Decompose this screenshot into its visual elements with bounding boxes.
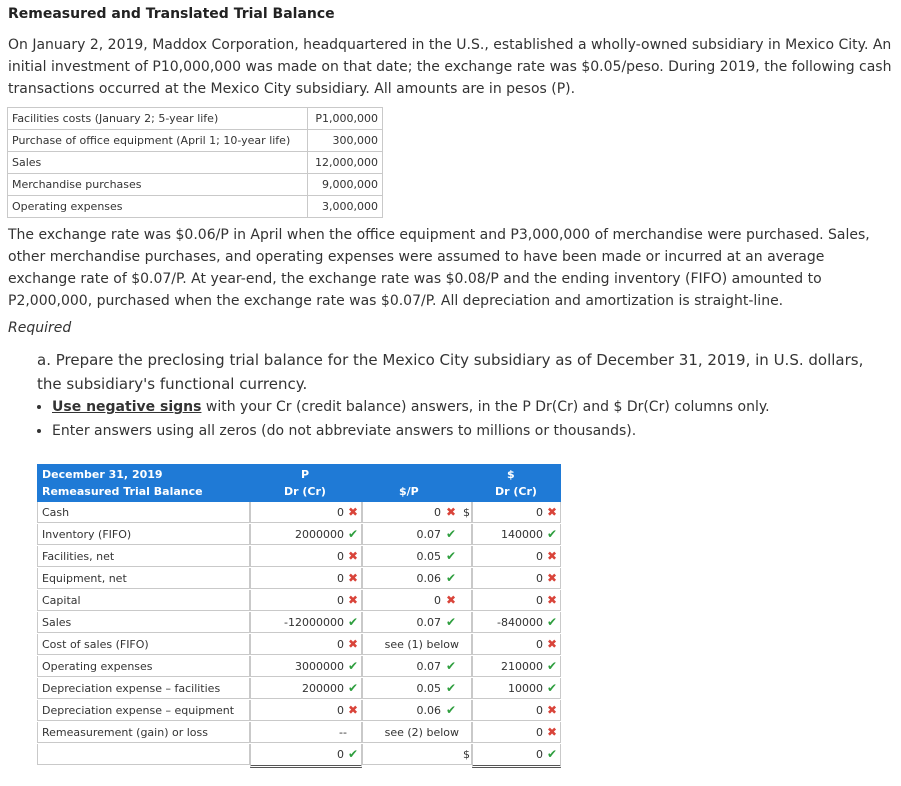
check-icon: ✔ bbox=[546, 681, 558, 695]
p-drcr-cell[interactable] bbox=[250, 700, 362, 721]
header-dollar-drcr: Dr (Cr) bbox=[495, 485, 537, 498]
p-input[interactable]: 0 bbox=[337, 506, 344, 519]
dollar-input[interactable]: 10000 bbox=[508, 682, 543, 695]
cross-icon: ✖ bbox=[347, 505, 359, 519]
given-row bbox=[8, 130, 383, 152]
cross-icon: ✖ bbox=[546, 571, 558, 585]
check-icon: ✔ bbox=[347, 681, 359, 695]
check-icon: ✔ bbox=[445, 681, 457, 695]
given-label: Sales bbox=[8, 152, 308, 174]
rate-total-cell bbox=[362, 744, 472, 765]
p-drcr-cell[interactable] bbox=[250, 634, 362, 655]
rate-input[interactable]: 0 bbox=[434, 506, 441, 519]
rate-input[interactable]: 0.06 bbox=[416, 572, 441, 585]
cross-icon: ✖ bbox=[445, 593, 457, 607]
bullet-all-zeros: • Enter answers using all zeros (do not abbreviate answers to millions or thousands). bbox=[52, 419, 770, 443]
given-data-table bbox=[7, 107, 383, 218]
totals-row bbox=[37, 744, 561, 766]
p-input[interactable]: 0 bbox=[337, 638, 344, 651]
bullet-negative-signs: • Use negative signs with your Cr (credit balance) answers, in the P Dr(Cr) and $ Dr(Cr) columns only. bbox=[52, 395, 770, 419]
p-total-cell[interactable] bbox=[250, 744, 362, 768]
check-icon: ✔ bbox=[445, 549, 457, 563]
rate-cell[interactable] bbox=[362, 678, 472, 699]
instruction-bullets bbox=[30, 395, 770, 443]
given-row bbox=[8, 152, 383, 174]
p-input[interactable]: 200000 bbox=[302, 682, 344, 695]
rate-input[interactable]: 0.05 bbox=[416, 682, 441, 695]
p-drcr-cell[interactable] bbox=[250, 546, 362, 567]
dollar-input[interactable]: 0 bbox=[536, 638, 543, 651]
required-label: Required bbox=[8, 320, 72, 336]
p-drcr-cell[interactable] bbox=[250, 568, 362, 589]
given-amount: 9,000,000 bbox=[308, 174, 383, 196]
p-input[interactable]: 0 bbox=[337, 572, 344, 585]
dollar-input[interactable]: 0 bbox=[536, 550, 543, 563]
rate-cell[interactable] bbox=[362, 502, 472, 523]
header-date: December 31, 2019 bbox=[42, 468, 163, 481]
table-row bbox=[37, 568, 561, 590]
p-drcr-cell[interactable] bbox=[250, 612, 362, 633]
rate-cell[interactable] bbox=[362, 656, 472, 677]
header-title: Remeasured Trial Balance bbox=[42, 485, 203, 498]
dollar-drcr-cell[interactable] bbox=[472, 612, 561, 633]
check-icon: ✔ bbox=[546, 615, 558, 629]
given-label: Facilities costs (January 2; 5-year life) bbox=[8, 108, 308, 130]
rate-cell[interactable] bbox=[362, 634, 472, 655]
header-dollar: $ bbox=[507, 468, 515, 481]
p-input[interactable]: -- bbox=[339, 726, 347, 739]
p-total[interactable]: 0 bbox=[337, 748, 344, 761]
intro-paragraph: On January 2, 2019, Maddox Corporation, headquartered in the U.S., established a wholly-owned subsidiary in Mexico City. An initial investment of P10,000,000 was made on that date; the exchange rate was $0.05/peso. During 2019, the following cash transactions occurred at the Mexico City subsidiary. All amounts are in pesos (P). bbox=[8, 37, 892, 97]
row-label: Equipment, net bbox=[37, 568, 250, 589]
rate-input[interactable]: 0.06 bbox=[416, 704, 441, 717]
dollar-drcr-cell[interactable] bbox=[472, 590, 561, 611]
check-icon: ✔ bbox=[445, 659, 457, 673]
p-input[interactable]: 0 bbox=[337, 704, 344, 717]
table-row bbox=[37, 502, 561, 524]
given-row bbox=[8, 174, 383, 196]
cross-icon: ✖ bbox=[546, 637, 558, 651]
cross-icon: ✖ bbox=[445, 505, 457, 519]
rate-input[interactable]: 0.07 bbox=[416, 660, 441, 673]
dollar-drcr-cell[interactable] bbox=[472, 546, 561, 567]
dollar-input[interactable]: 210000 bbox=[501, 660, 543, 673]
given-amount: 300,000 bbox=[308, 130, 383, 152]
given-amount: 3,000,000 bbox=[308, 196, 383, 218]
rate-cell[interactable] bbox=[362, 700, 472, 721]
totals-label bbox=[37, 744, 250, 765]
rate-cell[interactable] bbox=[362, 524, 472, 545]
row-label: Capital bbox=[37, 590, 250, 611]
check-icon: ✔ bbox=[347, 747, 359, 761]
given-amount: P1,000,000 bbox=[308, 108, 383, 130]
rate-input[interactable]: see (1) below bbox=[384, 638, 459, 651]
check-icon: ✔ bbox=[445, 615, 457, 629]
rate-cell[interactable] bbox=[362, 590, 472, 611]
dollar-drcr-cell[interactable] bbox=[472, 656, 561, 677]
dollar-drcr-cell[interactable] bbox=[472, 678, 561, 699]
table-row bbox=[37, 546, 561, 568]
cross-icon: ✖ bbox=[546, 703, 558, 717]
check-icon: ✔ bbox=[546, 527, 558, 541]
p-input[interactable]: -12000000 bbox=[284, 616, 344, 629]
cross-icon: ✖ bbox=[546, 505, 558, 519]
dollar-drcr-cell[interactable] bbox=[472, 722, 561, 743]
row-label: Remeasurement (gain) or loss bbox=[37, 722, 250, 743]
rate-cell[interactable] bbox=[362, 722, 472, 743]
rate-cell[interactable] bbox=[362, 568, 472, 589]
p-input[interactable]: 0 bbox=[337, 550, 344, 563]
dollar-input[interactable]: 0 bbox=[536, 704, 543, 717]
row-label: Cost of sales (FIFO) bbox=[37, 634, 250, 655]
dollar-input[interactable]: 140000 bbox=[501, 528, 543, 541]
use-negative-signs-link[interactable]: Use negative signs bbox=[52, 399, 202, 415]
check-icon: ✔ bbox=[546, 659, 558, 673]
given-amount: 12,000,000 bbox=[308, 152, 383, 174]
p-drcr-cell[interactable] bbox=[250, 678, 362, 699]
row-label: Depreciation expense – facilities bbox=[37, 678, 250, 699]
dollar-input[interactable]: 0 bbox=[536, 572, 543, 585]
cross-icon: ✖ bbox=[546, 725, 558, 739]
dollar-total-cell[interactable] bbox=[472, 744, 561, 768]
given-label: Merchandise purchases bbox=[8, 174, 308, 196]
dollar-input[interactable]: 0 bbox=[536, 726, 543, 739]
table-row bbox=[37, 634, 561, 656]
table-row bbox=[37, 524, 561, 546]
dollar-sign: $ bbox=[463, 506, 470, 519]
check-icon: ✔ bbox=[445, 703, 457, 717]
cross-icon: ✖ bbox=[347, 637, 359, 651]
row-label: Inventory (FIFO) bbox=[37, 524, 250, 545]
table-row bbox=[37, 590, 561, 612]
cross-icon: ✖ bbox=[347, 549, 359, 563]
page-title: Remeasured and Translated Trial Balance bbox=[8, 6, 335, 22]
dollar-sign: $ bbox=[463, 748, 470, 761]
rate-input[interactable]: 0 bbox=[434, 594, 441, 607]
check-icon: ✔ bbox=[445, 571, 457, 585]
table-row bbox=[37, 612, 561, 634]
dollar-total[interactable]: 0 bbox=[536, 748, 543, 761]
grid-header bbox=[37, 464, 561, 502]
row-label: Depreciation expense – equipment bbox=[37, 700, 250, 721]
check-icon: ✔ bbox=[347, 659, 359, 673]
p-drcr-cell[interactable] bbox=[250, 524, 362, 545]
part-a-instructions: a. Prepare the preclosing trial balance for the Mexico City subsidiary as of December 31, 2019, in U.S. dollars, the subsidiary's functional currency. bbox=[37, 351, 864, 393]
cross-icon: ✖ bbox=[546, 549, 558, 563]
check-icon: ✔ bbox=[347, 615, 359, 629]
cross-icon: ✖ bbox=[347, 593, 359, 607]
rate-input[interactable]: see (2) below bbox=[384, 726, 459, 739]
cross-icon: ✖ bbox=[347, 703, 359, 717]
check-icon: ✔ bbox=[347, 527, 359, 541]
given-row bbox=[8, 108, 383, 130]
table-row bbox=[37, 656, 561, 678]
exchange-rate-paragraph: The exchange rate was $0.06/P in April when the office equipment and P3,000,000 of merchandise were purchased. Sales, other merchandise purchases, and operating expenses were assumed to have been made or incurred at an average exchange rate of $0.07/P. At year-end, the exchange rate was $0.08/P and the ending inventory (FIFO) amounted to P2,000,000, purchased when the exchange rate was $0.07/P. All depreciation and amortization is straight-line. bbox=[8, 227, 870, 309]
row-label: Operating expenses bbox=[37, 656, 250, 677]
given-label: Purchase of office equipment (April 1; 10-year life) bbox=[8, 130, 308, 152]
p-drcr-cell[interactable] bbox=[250, 722, 362, 743]
p-input[interactable]: 3000000 bbox=[295, 660, 344, 673]
dollar-input[interactable]: -840000 bbox=[497, 616, 543, 629]
dollar-input[interactable]: 0 bbox=[536, 506, 543, 519]
p-drcr-cell[interactable] bbox=[250, 656, 362, 677]
p-drcr-cell[interactable] bbox=[250, 502, 362, 523]
p-input[interactable]: 2000000 bbox=[295, 528, 344, 541]
dollar-drcr-cell[interactable] bbox=[472, 524, 561, 545]
header-p: P bbox=[301, 468, 310, 481]
dollar-drcr-cell[interactable] bbox=[472, 634, 561, 655]
rate-input[interactable]: 0.07 bbox=[416, 616, 441, 629]
dollar-input[interactable]: 0 bbox=[536, 594, 543, 607]
p-drcr-cell[interactable] bbox=[250, 590, 362, 611]
table-row bbox=[37, 722, 561, 744]
rate-cell[interactable] bbox=[362, 546, 472, 567]
row-label: Facilities, net bbox=[37, 546, 250, 567]
table-row bbox=[37, 700, 561, 722]
rate-input[interactable]: 0.07 bbox=[416, 528, 441, 541]
p-input[interactable]: 0 bbox=[337, 594, 344, 607]
cross-icon: ✖ bbox=[347, 571, 359, 585]
given-row bbox=[8, 196, 383, 218]
dollar-drcr-cell[interactable] bbox=[472, 502, 561, 523]
rate-cell[interactable] bbox=[362, 612, 472, 633]
row-label: Sales bbox=[37, 612, 250, 633]
cross-icon: ✖ bbox=[546, 593, 558, 607]
dollar-drcr-cell[interactable] bbox=[472, 568, 561, 589]
check-icon: ✔ bbox=[546, 747, 558, 761]
rate-input[interactable]: 0.05 bbox=[416, 550, 441, 563]
given-label: Operating expenses bbox=[8, 196, 308, 218]
header-p-drcr: Dr (Cr) bbox=[284, 485, 326, 498]
header-rate: $/P bbox=[399, 485, 419, 498]
dollar-drcr-cell[interactable] bbox=[472, 700, 561, 721]
check-icon: ✔ bbox=[445, 527, 457, 541]
row-label: Cash bbox=[37, 502, 250, 523]
table-row bbox=[37, 678, 561, 700]
